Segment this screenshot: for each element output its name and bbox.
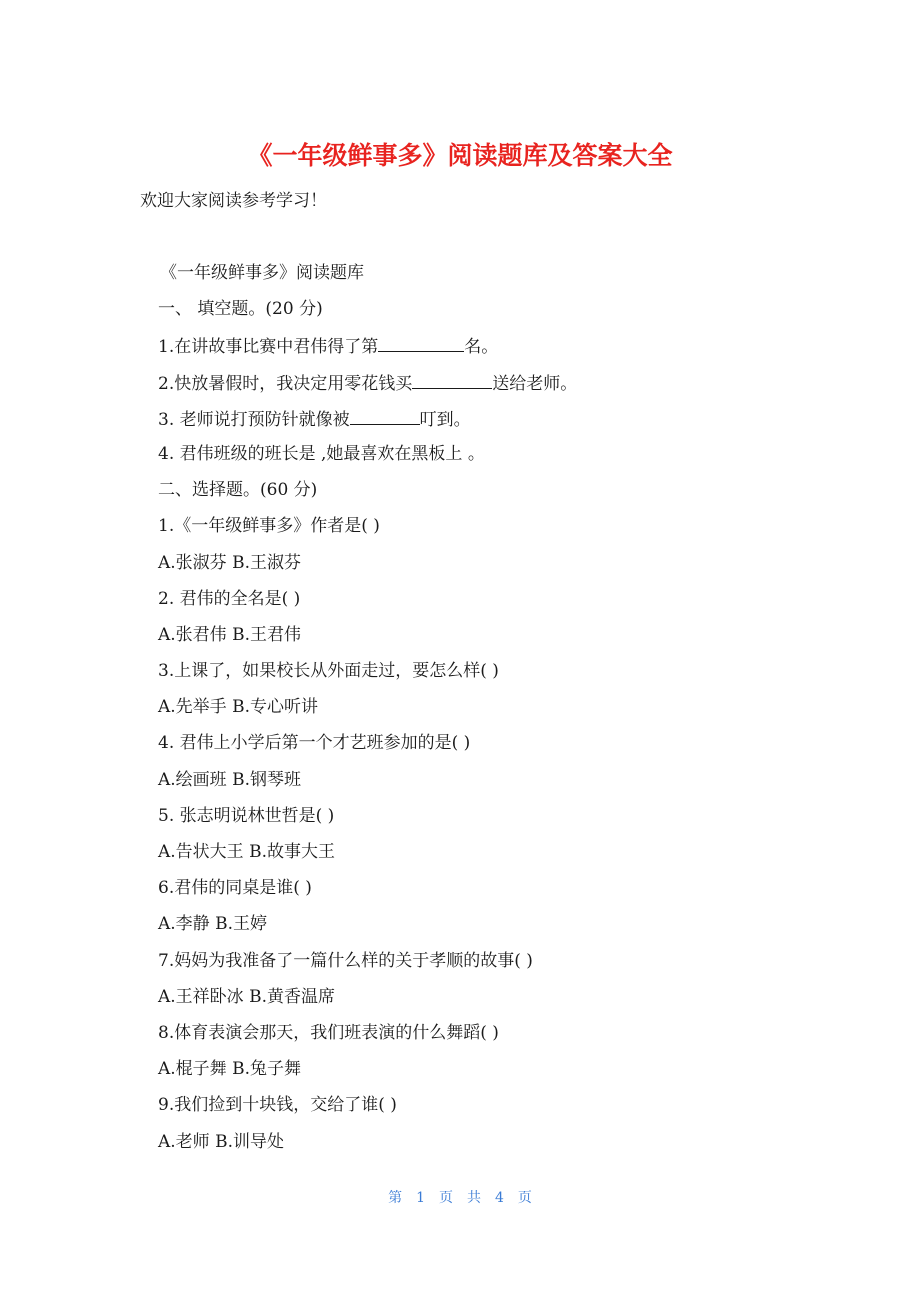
welcome-text: 欢迎大家阅读参考学习！ (140, 191, 327, 211)
choice-question-2: 2. 君伟的全名是( ) (158, 588, 301, 609)
choice-options-3: A.先举手 B.专心听讲 (158, 697, 318, 718)
page-footer (0, 1186, 920, 1210)
answer-blank (350, 404, 420, 425)
fill-in-heading: 一、 填空题。(20 分) (158, 299, 323, 320)
section-title: 《一年级鲜事多》阅读题库 (160, 263, 364, 283)
choice-question-6: 6.君伟的同桌是谁( ) (158, 878, 312, 899)
choice-question-4: 4. 君伟上小学后第一个才艺班参加的是( ) (158, 733, 471, 754)
choice-question-3: 3.上课了，如果校长从外面走过，要怎么样( ) (158, 661, 499, 682)
choice-options-4: A.绘画班 B.钢琴班 (158, 769, 301, 790)
document-body (158, 259, 838, 1164)
footer-label-gong: 共 (467, 1190, 481, 1206)
fill-in-item-3-before: 3. 老师说打预防针就像被 (158, 409, 350, 430)
fill-in-item-4: 4. 君伟班级的班长是 ,她最喜欢在黑板上 。 (158, 443, 485, 464)
footer-current-page: 1 (416, 1190, 425, 1206)
choice-options-1: A.张淑芬 B.王淑芬 (158, 552, 301, 573)
choice-question-1: 1.《一年级鲜事多》作者是( ) (158, 516, 380, 537)
fill-in-item-1 (158, 331, 838, 367)
fill-in-item-3-after: 叮到。 (419, 409, 471, 430)
choice-options-7: A.王祥卧冰 B.黄香温席 (158, 986, 335, 1007)
fill-in-item-1-after: 名。 (464, 337, 499, 358)
choice-options-2: A.张君伟 B.王君伟 (158, 624, 301, 645)
choice-options-9: A.老师 B.训导处 (158, 1131, 284, 1152)
choice-options-6: A.李静 B.王婷 (158, 914, 267, 935)
fill-in-item-3 (158, 404, 838, 440)
fill-in-item-2 (158, 368, 838, 404)
choice-question-5: 5. 张志明说林世哲是( ) (158, 805, 335, 826)
choice-question-8: 8.体育表演会那天，我们班表演的什么舞蹈( ) (158, 1022, 499, 1043)
choice-heading: 二、选择题。(60 分) (158, 480, 318, 501)
choice-question-9: 9.我们捡到十块钱，交给了谁( ) (158, 1095, 397, 1116)
footer-label-ye: 页 (439, 1190, 453, 1206)
fill-in-item-2-after: 送给老师。 (492, 373, 578, 394)
footer-label-di: 第 (388, 1190, 403, 1206)
answer-blank (412, 368, 492, 389)
footer-total-pages: 4 (495, 1190, 504, 1206)
choice-question-7: 7.妈妈为我准备了一篇什么样的关于孝顺的故事( ) (158, 950, 533, 971)
choice-options-5: A.告状大王 B.故事大王 (158, 842, 335, 862)
document-title: 《一年级鲜事多》阅读题库及答案大全 (247, 141, 673, 170)
footer-label-ye-2: 页 (517, 1190, 532, 1206)
choice-options-8: A.棍子舞 B.兔子舞 (158, 1059, 301, 1080)
fill-in-item-1-before: 1.在讲故事比赛中君伟得了第 (158, 337, 379, 358)
answer-blank (378, 331, 464, 352)
fill-in-item-2-before: 2.快放暑假时，我决定用零花钱买 (158, 373, 413, 394)
